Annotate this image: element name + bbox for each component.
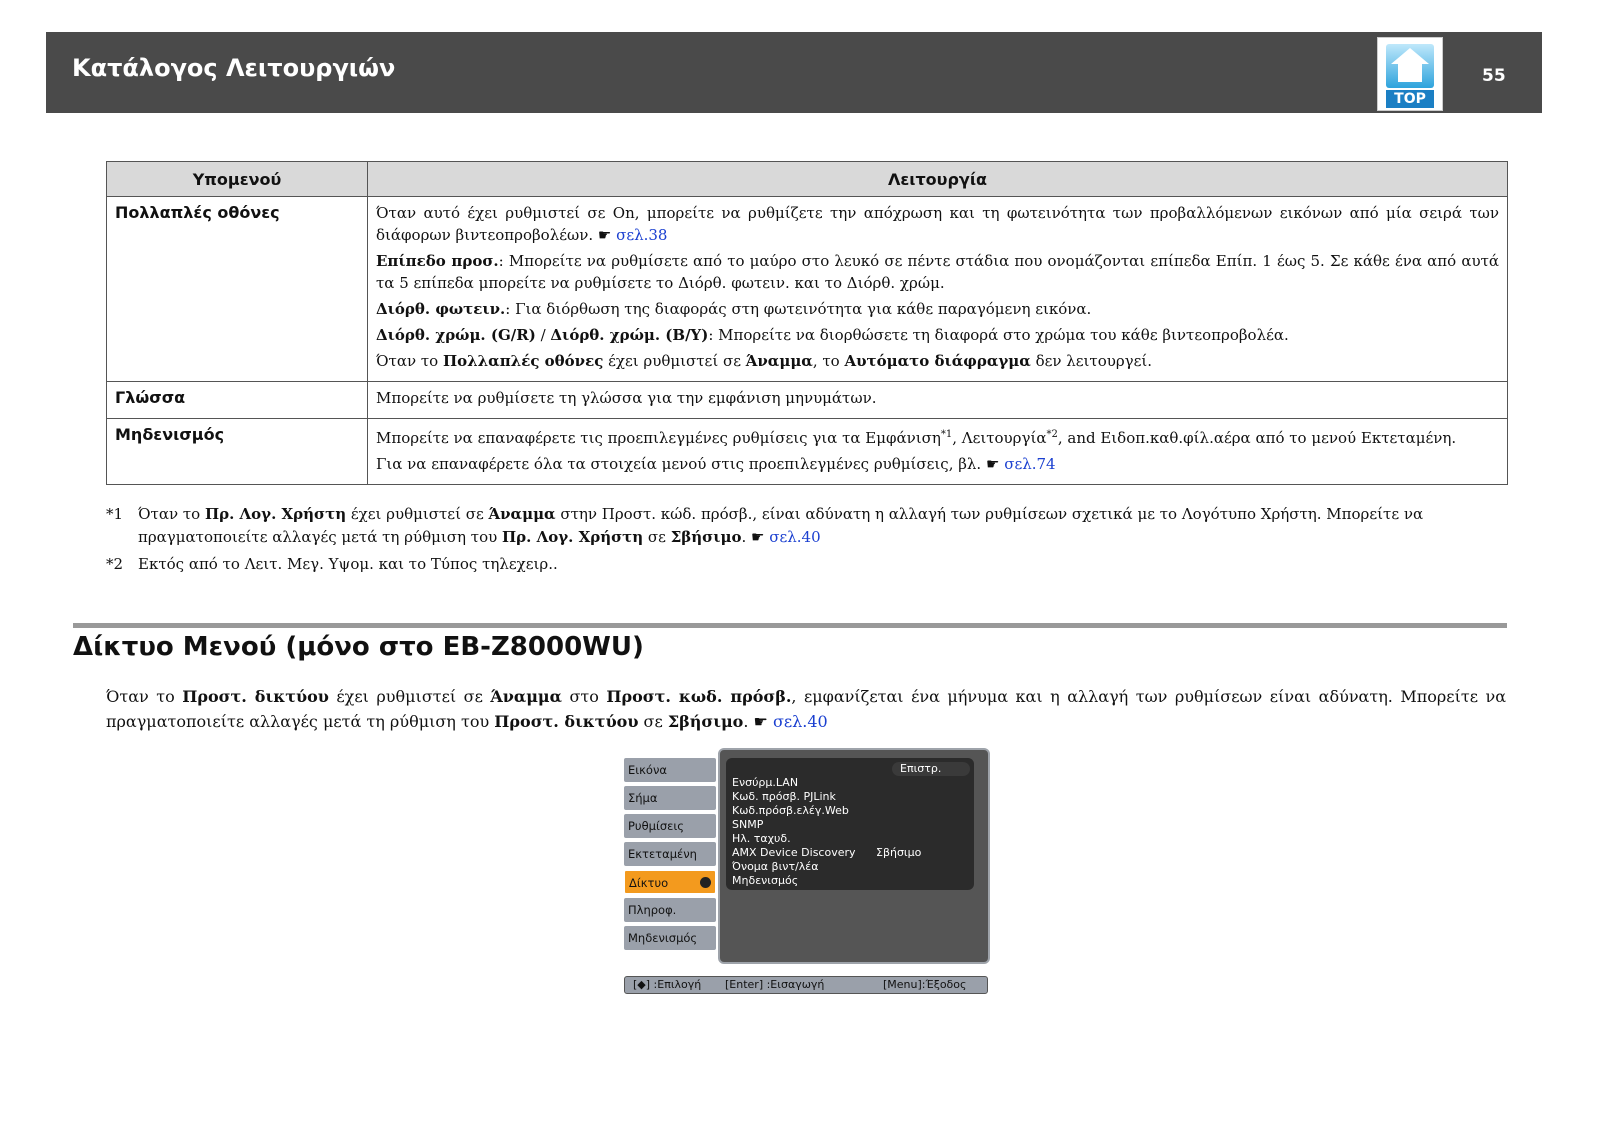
- footer-enter-hint: [Enter] :Εισαγωγή: [725, 978, 825, 991]
- submenu-item[interactable]: Κωδ. πρόσβ. PJLink: [732, 790, 836, 803]
- term: Επίπεδο προσ.: [376, 252, 499, 270]
- menu-item-label: Δίκτυο: [629, 876, 669, 890]
- text: στην Προστ. κώδ. πρόσβ., είναι αδύνατη η αλλαγή των ρυθμίσεων σχετικά με το Λογότυπο Χρήστη. Μπορείτε να πραγματοποιείτε αλλαγές μετά τη ρύθμιση του: [138, 505, 1424, 546]
- footnote-mark: *1: [106, 505, 124, 523]
- menu-item-reset[interactable]: Μηδενισμός: [624, 926, 716, 950]
- text: Όταν το: [138, 505, 205, 523]
- header-title: Κατάλογος Λειτουργιών: [72, 54, 396, 82]
- text: : Μπορείτε να ρυθμίσετε από το μαύρο στο λευκό σε πέντε στάδια που ονομάζονται επίπεδα Επίπ. 1 έως 5. Σε κάθε ένα από αυτά τα 5 επίπεδα μπορείτε να ρυθμίσετε το Διόρθ. φωτειν. και το Διόρθ. χρώμ.: [376, 252, 1499, 292]
- section-title: Δίκτυο Μενού (μόνο στο EB-Z8000WU): [73, 632, 644, 662]
- network-menu-screenshot: [624, 748, 988, 994]
- text: .: [741, 528, 752, 546]
- text: .: [743, 712, 754, 731]
- text: , εμφανίζεται ένα μήνυμα και η αλλαγή των ρυθμίσεων είναι αδύνατη. Μπορείτε να πραγματοποιείτε αλλαγές μετά τη ρύθμιση του: [106, 687, 1507, 731]
- footnote-mark: *2: [106, 555, 124, 573]
- text: , and Ειδοπ.καθ.φίλ.αέρα από το μενού Εκτεταμένη.: [1057, 429, 1457, 447]
- term: Σβήσιμο: [670, 528, 742, 546]
- term: Διόρθ. φωτειν.: [376, 300, 506, 318]
- footnote: [106, 553, 1506, 576]
- term: Άναμμα: [490, 687, 562, 706]
- text: σε: [638, 712, 668, 731]
- page-link[interactable]: σελ.40: [769, 528, 821, 546]
- table-row: [107, 382, 1508, 419]
- page-link[interactable]: σελ.74: [1004, 455, 1056, 473]
- footnote-ref: *1: [940, 429, 953, 440]
- house-body-icon: [1398, 64, 1422, 82]
- footer-exit-hint: [Menu]:Έξοδος: [883, 978, 967, 991]
- term: Προστ. δικτύου: [494, 712, 639, 731]
- row-submenu: Πολλαπλές οθόνες: [107, 197, 368, 382]
- page-link[interactable]: σελ.40: [772, 712, 828, 731]
- row-submenu: Μηδενισμός: [107, 419, 368, 485]
- row-function: [368, 197, 1508, 382]
- text: σε: [643, 528, 671, 546]
- footnote: [106, 503, 1506, 549]
- row-submenu: Γλώσσα: [107, 382, 368, 419]
- table-row: [107, 419, 1508, 485]
- submenu-item-label: AMX Device Discovery: [732, 846, 856, 859]
- footnotes: [106, 503, 1506, 580]
- menu-item-extended[interactable]: Εκτεταμένη: [624, 842, 716, 866]
- term: Προστ. κωδ. πρόσβ.: [606, 687, 792, 706]
- menu-item-signal[interactable]: Σήμα: [624, 786, 716, 810]
- text: Μπορείτε να επαναφέρετε τις προεπιλεγμένες ρυθμίσεις για τα Εμφάνιση: [376, 429, 941, 447]
- col-submenu-header: Υπομενού: [107, 162, 368, 197]
- term: Πρ. Λογ. Χρήστη: [502, 528, 644, 546]
- text: δεν λειτουργεί.: [1030, 352, 1153, 370]
- submenu-item[interactable]: Ενσύρμ.LAN: [732, 776, 799, 789]
- submenu-item[interactable]: SNMP: [732, 818, 764, 831]
- text: στο: [561, 687, 607, 706]
- text: : Για διόρθωση της διαφοράς στη φωτεινότητα για κάθε παραγόμενη εικόνα.: [505, 300, 1092, 318]
- row-function: [368, 382, 1508, 419]
- term: Πρ. Λογ. Χρήστη: [204, 505, 347, 523]
- house-roof-icon: [1391, 48, 1429, 64]
- text: έχει ρυθμιστεί σε: [603, 352, 746, 370]
- text: Για να επαναφέρετε όλα τα στοιχεία μενού στις προεπιλεγμένες ρυθμίσεις, βλ.: [376, 455, 986, 473]
- text: , το: [812, 352, 845, 370]
- col-function-header: Λειτουργία: [368, 162, 1508, 197]
- term: Προστ. δικτύου: [182, 687, 329, 706]
- term: Σβήσιμο: [667, 712, 744, 731]
- term: Άναμμα: [745, 352, 813, 370]
- text: Όταν το: [376, 352, 443, 370]
- term: Διόρθ. χρώμ. (G/R): [376, 326, 536, 344]
- footnote-ref: *2: [1046, 429, 1058, 440]
- page-number: 55: [1482, 66, 1506, 86]
- term: Άναμμα: [488, 505, 556, 523]
- menu-item-info[interactable]: Πληροφ.: [624, 898, 716, 922]
- submenu-item[interactable]: Ηλ. ταχυδ.: [732, 832, 791, 845]
- text: , Λειτουργία: [952, 429, 1047, 447]
- submenu-item[interactable]: Μηδενισμός: [732, 874, 799, 887]
- submenu-item[interactable]: [732, 846, 972, 860]
- table-row: [107, 197, 1508, 382]
- page-header: [46, 32, 1542, 113]
- submenu-item[interactable]: Κωδ.πρόσβ.ελέγ.Web: [732, 804, 849, 817]
- footer-select-hint: [◆] :Επιλογή: [633, 978, 702, 991]
- back-button[interactable]: Επιστρ.: [892, 762, 970, 776]
- pointing-hand-icon: ☛: [985, 455, 1000, 473]
- text: έχει ρυθμιστεί σε: [328, 687, 491, 706]
- submenu-item-value: Σβήσιμο: [876, 846, 922, 859]
- term: Αυτόματο διάφραγμα: [844, 352, 1031, 370]
- text: : Μπορείτε να διορθώσετε τη διαφορά στο χρώμα του κάθε βιντεοπροβολέα.: [708, 326, 1289, 344]
- menu-item-network[interactable]: [624, 870, 716, 894]
- enter-icon: [700, 877, 711, 888]
- text: Όταν το: [106, 687, 183, 706]
- row-function: [368, 419, 1508, 485]
- text: /: [535, 326, 551, 344]
- page-link[interactable]: σελ.38: [616, 226, 668, 244]
- text: Εκτός από το Λειτ. Μεγ. Υψομ. και το Τύπος τηλεχειρ..: [138, 555, 558, 573]
- section-intro: [106, 684, 1506, 734]
- section-divider: [73, 623, 1507, 628]
- menu-footer-bar: [624, 976, 988, 994]
- submenu-item[interactable]: Όνομα βιντ/λέα: [732, 860, 819, 873]
- text: Μπορείτε να ρυθμίσετε τη γλώσσα για την εμφάνιση μηνυμάτων.: [376, 389, 877, 407]
- submenu-panel: [718, 748, 990, 964]
- menu-item-settings[interactable]: Ρυθμίσεις: [624, 814, 716, 838]
- menu-item-image[interactable]: Εικόνα: [624, 758, 716, 782]
- text: Όταν αυτό έχει ρυθμιστεί σε On, μπορείτε να ρυθμίζετε την απόχρωση και τη φωτεινότητα των προβαλλόμενων εικόνων από μία σειρά των διάφορων βιντεοπροβολέων.: [376, 204, 1499, 244]
- top-button-label: TOP: [1386, 90, 1434, 108]
- text: έχει ρυθμιστεί σε: [346, 505, 489, 523]
- top-button[interactable]: [1377, 37, 1443, 111]
- term: Διόρθ. χρώμ. (B/Y): [550, 326, 709, 344]
- pointing-hand-icon: ☛: [597, 226, 612, 244]
- pointing-hand-icon: ☛: [753, 712, 768, 731]
- pointing-hand-icon: ☛: [751, 528, 765, 546]
- term: Πολλαπλές οθόνες: [442, 352, 604, 370]
- function-table: [106, 161, 1508, 485]
